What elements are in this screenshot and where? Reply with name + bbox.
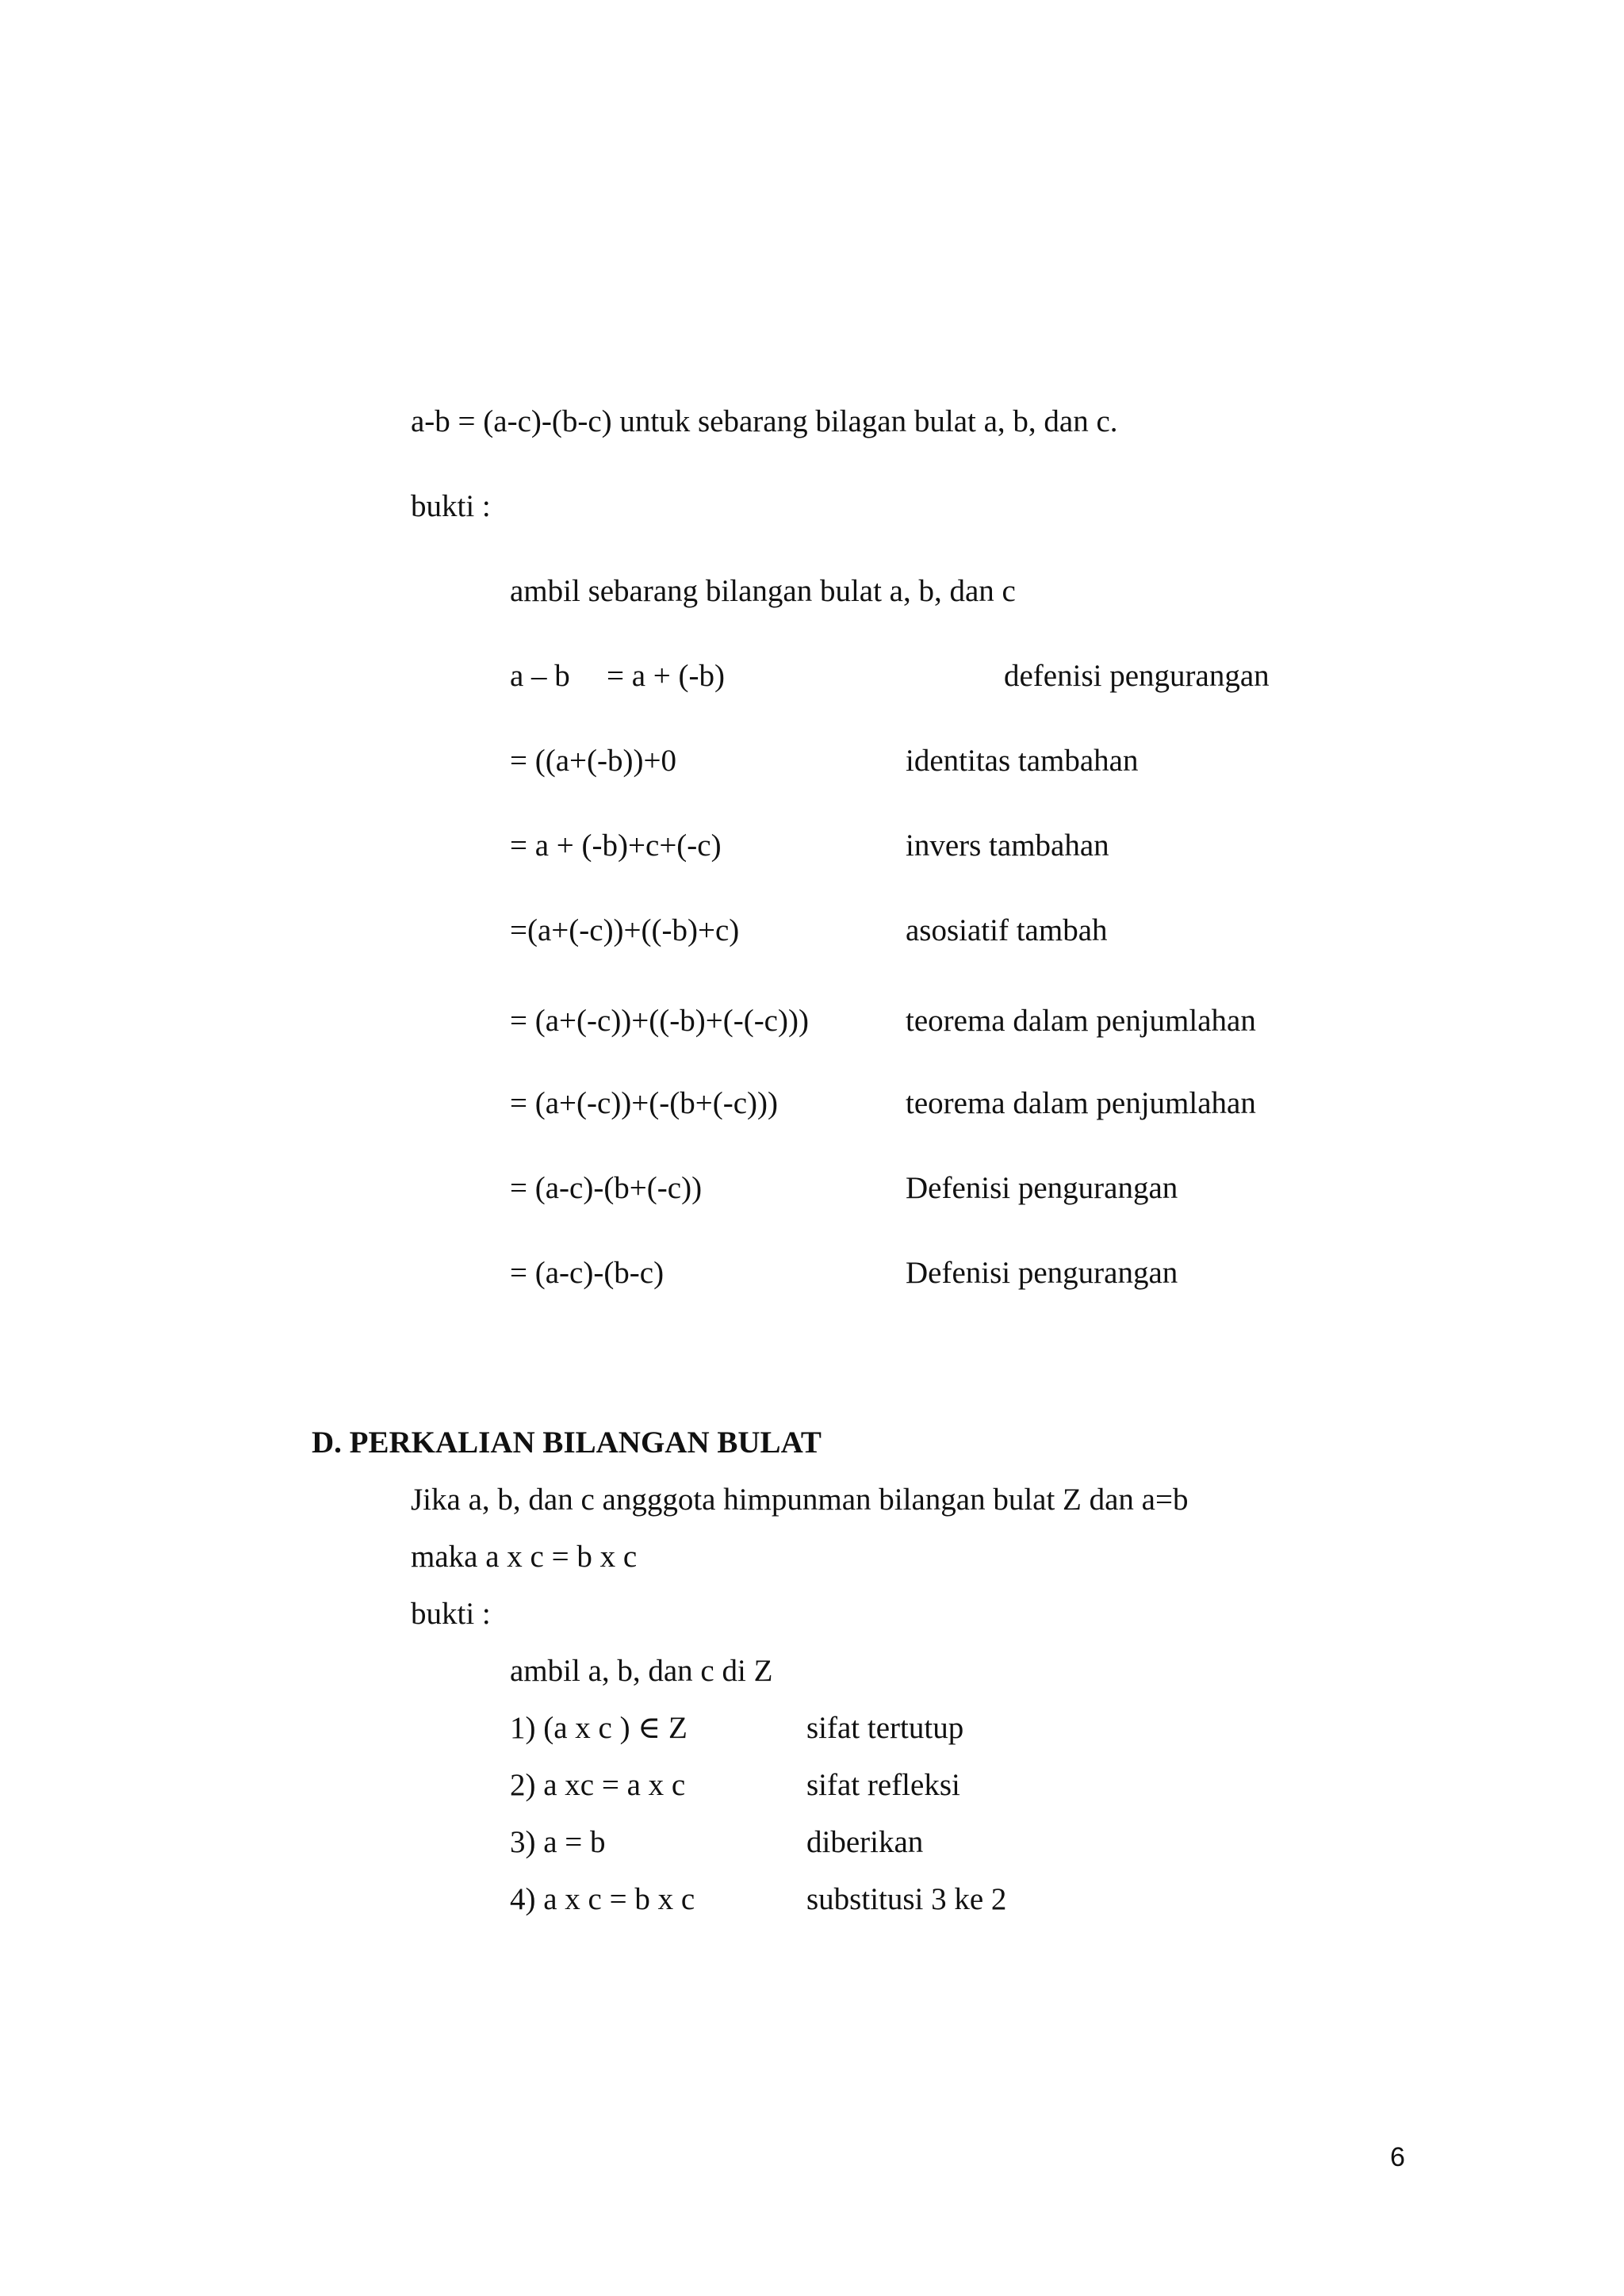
section-text-line1: Jika a, b, dan c angggota himpunman bilangan bulat Z dan a=b [411,1483,1189,1517]
proof-step-expr: = (a+(-c))+((-b)+(-(-c))) [510,1004,809,1038]
bukti-label: bukti : [411,489,491,523]
proof-intro: ambil a, b, dan c di Z [510,1654,773,1688]
proof-step-reason: Defenisi pengurangan [906,1171,1178,1205]
proof-step-reason: diberikan [806,1825,924,1859]
proof-step-reason: sifat tertutup [806,1711,964,1745]
proof-step-expr: = (a+(-c))+(-(b+(-c))) [510,1086,778,1120]
proof-step-expr: = a + (-b)+c+(-c) [510,828,722,863]
proof-step-reason: identitas tambahan [906,744,1139,778]
bukti-label: bukti : [411,1597,491,1631]
theorem-statement: a-b = (a-c)-(b-c) untuk sebarang bilagan bulat a, b, dan c. [411,404,1118,438]
page-number: 6 [1390,2142,1405,2172]
proof-step-reason: defenisi pengurangan [1004,659,1270,693]
proof-step-reason: invers tambahan [906,828,1109,863]
proof-step-expr: = ((a+(-b))+0 [510,744,676,778]
proof-step-reason: teorema dalam penjumlahan [906,1086,1256,1120]
proof-step-expr: = (a-c)-(b-c) [510,1256,665,1290]
proof-step-expr: 2) a xc = a x c [510,1768,686,1802]
proof-step-reason: teorema dalam penjumlahan [906,1004,1256,1038]
section-text-line2: maka a x c = b x c [411,1540,638,1574]
proof-step-expr: 4) a x c = b x c [510,1882,695,1916]
proof-step-reason: asosiatif tambah [906,913,1108,947]
section-heading: D. PERKALIAN BILANGAN BULAT [312,1425,822,1460]
proof-step-reason: sifat refleksi [806,1768,960,1802]
proof-step-expr: 3) a = b [510,1825,606,1859]
proof-intro: ambil sebarang bilangan bulat a, b, dan c [510,574,1016,608]
proof-step-expr: =(a+(-c))+((-b)+c) [510,913,740,947]
proof-step-expr: = (a-c)-(b+(-c)) [510,1171,703,1205]
proof-step-expr: = a + (-b) [607,659,726,693]
proof-step-expr: 1) (a x c ) ∈ Z [510,1711,688,1745]
proof-first-lhs: a – b [510,659,570,693]
proof-step-reason: Defenisi pengurangan [906,1256,1178,1290]
proof-step-reason: substitusi 3 ke 2 [806,1882,1007,1916]
